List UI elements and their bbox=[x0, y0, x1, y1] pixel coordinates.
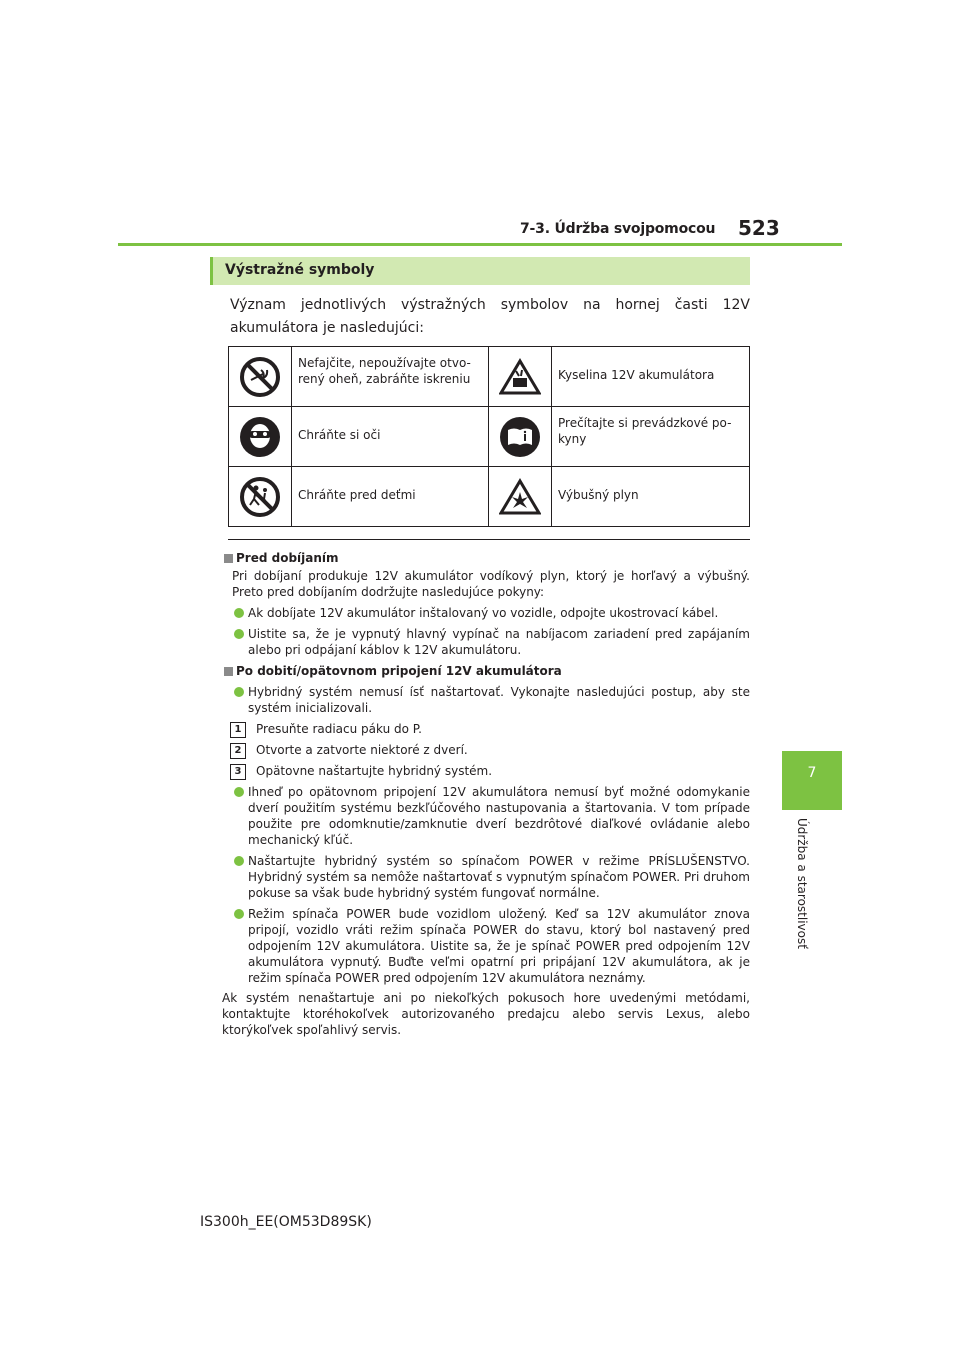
chapter-label: Údržba a starostlivosť bbox=[795, 818, 809, 949]
square-bullet-icon bbox=[224, 554, 233, 563]
step-number: 3 bbox=[230, 764, 246, 780]
symbol-label: Nefajčite, nepoužívajte otvo- rený oheň, zabráňte iskreniu bbox=[292, 347, 489, 407]
list-item: Režim spínača POWER bude vozidlom uložený. Keď sa 12V akumulátor znova pripojí, vozidlo vráti režim spínača POWER do stavu, ktorý bol nastavený pred odpojením 12V akumulátora. Uistite sa, že je spínač POWER pred odpojením 12V akumulátora vypnutý. Buďte veľmi opatrní pri pripájaní 12V akumulátora, ak je režim spínača POWER pred odpojením 12V akumulátora neznámy. bbox=[232, 906, 750, 986]
bullet-dot-icon bbox=[234, 787, 244, 797]
charging-heading: Pred dobíjaním bbox=[222, 550, 750, 566]
list-item: Ak dobíjate 12V akumulátor inštalovaný vo vozidle, odpojte ukostrovací kábel. bbox=[232, 605, 750, 621]
chapter-number: 7 bbox=[807, 765, 817, 781]
step-number: 1 bbox=[230, 722, 246, 738]
step-item: 2 Otvorte a zatvorte niektoré z dverí. bbox=[226, 742, 750, 758]
page-number: 523 bbox=[738, 216, 780, 240]
section-header bbox=[210, 257, 750, 285]
read-manual-icon bbox=[499, 416, 541, 458]
symbol-label: Chráňte si oči bbox=[292, 407, 489, 467]
header-section-title: 7-3. Údržba svojpomocou bbox=[520, 221, 716, 237]
section-divider bbox=[228, 539, 750, 540]
intro-text: Význam jednotlivých výstražných symbolov na hornej časti 12V akumulátora je nasledujúci: bbox=[230, 297, 750, 336]
symbol-cell bbox=[489, 347, 552, 407]
warning-symbols-table bbox=[228, 346, 750, 527]
closing-text: Ak systém nenaštartuje ani po niekoľkých pokusoch hore uvedenými metódami, kontaktujte ktoréhokoľvek autorizovaného predajcu alebo servis Lexus, alebo ktorýkoľvek spoľahlivý servis. bbox=[222, 991, 750, 1037]
list-item: Ihneď po opätovnom pripojení 12V akumulátora nemusí byť možné odomykanie dverí použitím systému bezkľúčového nastupovania a štartovania. V tom prípade použite pre odomknutie/zamknutie dverí bezdrôtové diaľkové ovládanie alebo mechanický kľúč. bbox=[232, 784, 750, 848]
bullet-dot-icon bbox=[234, 687, 244, 697]
bullet-dot-icon bbox=[234, 856, 244, 866]
document-code: IS300h_EE(OM53D89SK) bbox=[200, 1214, 372, 1230]
body-text bbox=[222, 548, 750, 1038]
symbol-cell bbox=[229, 407, 292, 467]
list-item: Hybridný systém nemusí ísť naštartovať. Vykonajte nasledujúci postup, aby ste systém inicializovali. bbox=[232, 684, 750, 716]
square-bullet-icon bbox=[224, 667, 233, 676]
no-smoking-fire-icon bbox=[239, 356, 281, 398]
battery-acid-icon bbox=[499, 358, 541, 396]
after-charging-heading: Po dobití/opätovnom pripojení 12V akumulátora bbox=[222, 663, 750, 679]
symbol-label: Prečítajte si prevádzkové po- kyny bbox=[552, 407, 750, 467]
keep-children-away-icon bbox=[239, 476, 281, 518]
explosive-gas-icon bbox=[499, 478, 541, 516]
header-rule bbox=[118, 243, 842, 246]
charging-text: Pri dobíjaní produkuje 12V akumulátor vodíkový plyn, ktorý je horľavý a výbušný. Preto pred dobíjaním dodržujte nasledujúce pokyny: bbox=[232, 569, 750, 599]
symbol-cell bbox=[229, 467, 292, 527]
list-item: Uistite sa, že je vypnutý hlavný vypínač na nabíjacom zariadení pred zapájaním alebo pri odpájaní káblov k 12V akumulátoru. bbox=[232, 626, 750, 658]
symbol-cell bbox=[229, 347, 292, 407]
symbol-label: Kyselina 12V akumulátora bbox=[552, 347, 750, 407]
step-item: 1 Presuňte radiacu páku do P. bbox=[226, 721, 750, 737]
step-item: 3 Opätovne naštartujte hybridný systém. bbox=[226, 763, 750, 779]
symbol-label: Výbušný plyn bbox=[552, 467, 750, 527]
bullet-dot-icon bbox=[234, 629, 244, 639]
step-number: 2 bbox=[230, 743, 246, 759]
eye-protection-icon bbox=[239, 416, 281, 458]
symbol-cell bbox=[489, 467, 552, 527]
section-title: Výstražné symboly bbox=[225, 262, 375, 278]
list-item: Naštartujte hybridný systém so spínačom POWER v režime PRÍSLUŠENSTVO. Hybridný systém sa nemôže naštartovať s vypnutým spínačom POWER. Pri druhom pokuse sa však bude hybridný systém fungovať normálne. bbox=[232, 853, 750, 901]
bullet-dot-icon bbox=[234, 909, 244, 919]
symbol-cell bbox=[489, 407, 552, 467]
symbol-label: Chráňte pred deťmi bbox=[292, 467, 489, 527]
bullet-dot-icon bbox=[234, 608, 244, 618]
